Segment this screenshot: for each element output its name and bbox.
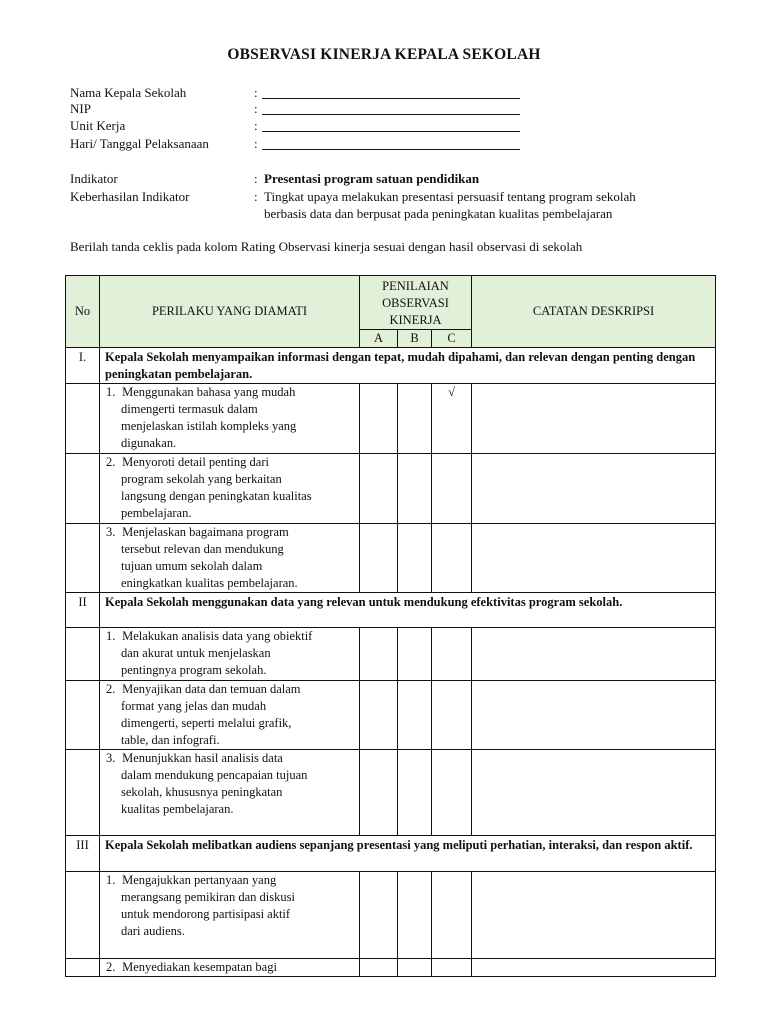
rating-c-cell[interactable] [432, 872, 472, 959]
rating-a-cell[interactable] [360, 681, 398, 750]
row-no-cell [66, 524, 100, 593]
item-text-line: menjelaskan istilah kompleks yang [121, 419, 297, 433]
fill-in-line[interactable] [262, 149, 520, 150]
item-text-line: Menyediakan kesempatan bagi [122, 960, 277, 974]
item-text-line: digunakan. [121, 436, 177, 450]
header-penilaian-line1: PENILAIAN [382, 279, 449, 293]
item-text-line: Melakukan analisis data yang obiektif [122, 629, 313, 643]
item-text-line: Menggunakan bahasa yang mudah [122, 385, 296, 399]
rating-c-cell[interactable] [432, 524, 472, 593]
catatan-cell[interactable] [472, 524, 716, 593]
item-text-line: format yang jelas dan mudah [121, 699, 267, 713]
section-row [66, 593, 716, 628]
indikator-label: Indikator [70, 171, 118, 186]
item-text-line: untuk mendorong partisipasi aktif [121, 907, 291, 921]
rating-c-cell[interactable] [432, 454, 472, 524]
item-text-line: langsung dengan peningkatan kualitas [121, 489, 312, 503]
item-text-line: table, dan infografi. [121, 733, 220, 747]
item-number: 3. [106, 525, 116, 539]
rating-b-cell[interactable] [398, 750, 432, 836]
section-number: I. [66, 348, 100, 384]
keberhasilan-colon: : [254, 189, 258, 204]
catatan-cell[interactable] [472, 750, 716, 836]
header-row [66, 276, 716, 330]
observation-table [65, 275, 716, 977]
item-text-line: program sekolah yang berkaitan [121, 472, 282, 486]
page-title: OBSERVASI KINERJA KEPALA SEKOLAH [227, 46, 541, 63]
item-text-line: merangsang pemikiran dan diskusi [121, 890, 295, 904]
behavior-cell [100, 454, 360, 524]
table-row [66, 524, 716, 593]
indikator-row [70, 170, 720, 187]
section-title: Kepala Sekolah melibatkan audiens sepanjang presentasi yang meliputi perhatian, interaksi, dan respon aktif. [100, 836, 716, 872]
rating-b-cell[interactable] [398, 872, 432, 959]
catatan-cell[interactable] [472, 454, 716, 524]
indikator-value: Presentasi program satuan pendidikan [264, 171, 480, 186]
header-rating-a: A [360, 330, 398, 348]
fill-in-line[interactable] [262, 98, 520, 99]
rating-c-cell[interactable]: √ [432, 384, 472, 454]
rating-a-cell[interactable] [360, 872, 398, 959]
table-row [66, 959, 716, 977]
rating-c-cell[interactable] [432, 750, 472, 836]
rating-a-cell[interactable] [360, 750, 398, 836]
field-colon: : [254, 118, 258, 133]
header-perilaku: PERILAKU YANG DIAMATI [100, 276, 360, 348]
rating-a-cell[interactable] [360, 959, 398, 977]
header-rating-c: C [432, 330, 472, 348]
row-no-cell [66, 681, 100, 750]
section-title: Kepala Sekolah menyampaikan informasi dengan tepat, mudah dipahami, dan relevan dengan penting dengan peningkatan pembelajaran. [100, 348, 716, 384]
field-label: Nama Kepala Sekolah [70, 85, 187, 100]
keberhasilan-label: Keberhasilan Indikator [70, 189, 190, 204]
item-text-line: Menjelaskan bagaimana program [122, 525, 289, 539]
rating-a-cell[interactable] [360, 524, 398, 593]
item-text-line: sekolah, khususnya peningkatan [121, 785, 283, 799]
item-text-line: Menyoroti detail penting dari [122, 455, 269, 469]
behavior-cell [100, 628, 360, 681]
catatan-cell[interactable] [472, 628, 716, 681]
table-row [66, 681, 716, 750]
catatan-cell[interactable] [472, 384, 716, 454]
item-text-line: dalam mendukung pencapaian tujuan [121, 768, 308, 782]
field-colon: : [254, 85, 258, 100]
indikator-colon: : [254, 171, 258, 186]
table-row [66, 384, 716, 454]
item-number: 2. [106, 682, 116, 696]
rating-a-cell[interactable] [360, 454, 398, 524]
item-text-line: Menyajikan data dan temuan dalam [122, 682, 301, 696]
fill-in-line[interactable] [262, 114, 520, 115]
behavior-cell [100, 750, 360, 836]
item-number: 2. [106, 960, 116, 974]
item-text-line: dan akurat untuk menjelaskan [121, 646, 271, 660]
catatan-cell[interactable] [472, 872, 716, 959]
field-label: Hari/ Tanggal Pelaksanaan [70, 136, 209, 151]
row-no-cell [66, 750, 100, 836]
rating-b-cell[interactable] [398, 959, 432, 977]
item-number: 1. [106, 385, 116, 399]
row-no-cell [66, 872, 100, 959]
rating-b-cell[interactable] [398, 681, 432, 750]
catatan-cell[interactable] [472, 959, 716, 977]
header-catatan: CATATAN DESKRIPSI [472, 276, 716, 348]
row-no-cell [66, 384, 100, 454]
header-penilaian [360, 276, 472, 330]
table-row [66, 750, 716, 836]
rating-a-cell[interactable] [360, 384, 398, 454]
rating-b-cell[interactable] [398, 628, 432, 681]
item-number: 2. [106, 455, 116, 469]
section-row [66, 348, 716, 384]
item-text-line: kualitas pembelajaran. [121, 802, 234, 816]
item-text-line: eningkatkan kualitas pembelajaran. [121, 576, 298, 590]
item-text-line: Menunjukkan hasil analisis data [122, 751, 283, 765]
instruction-text: Berilah tanda ceklis pada kolom Rating Observasi kinerja sesuai dengan hasil observasi di sekolah [70, 239, 583, 254]
item-text-line: tujuan umum sekolah dalam [121, 559, 263, 573]
rating-c-cell[interactable] [432, 959, 472, 977]
keberhasilan-value-line2: berbasis data dan berpusat pada peningkatan kualitas pembelajaran [264, 206, 613, 221]
field-label: NIP [70, 101, 91, 116]
item-text-line: dimengerti, seperti melalui grafik, [121, 716, 292, 730]
rating-c-cell[interactable] [432, 681, 472, 750]
table-row [66, 628, 716, 681]
rating-b-cell[interactable] [398, 454, 432, 524]
row-no-cell [66, 628, 100, 681]
row-no-cell [66, 454, 100, 524]
behavior-cell [100, 524, 360, 593]
rating-c-cell[interactable] [432, 628, 472, 681]
section-number: III [66, 836, 100, 872]
behavior-cell [100, 681, 360, 750]
item-number: 1. [106, 873, 116, 887]
field-colon: : [254, 101, 258, 116]
item-text-line: pentingnya program sekolah. [121, 663, 267, 677]
item-number: 3. [106, 751, 116, 765]
table-row [66, 872, 716, 959]
item-text-line: Mengajukkan pertanyaan yang [122, 873, 277, 887]
behavior-cell [100, 872, 360, 959]
keberhasilan-value-line1: Tingkat upaya melakukan presentasi persuasif tentang program sekolah [264, 189, 636, 204]
item-text-line: dimengerti termasuk dalam [121, 402, 258, 416]
header-rating-b: B [398, 330, 432, 348]
rating-a-cell[interactable] [360, 628, 398, 681]
header-no: No [66, 276, 100, 348]
header-penilaian-line2: OBSERVASI [382, 296, 449, 310]
section-title: Kepala Sekolah menggunakan data yang relevan untuk mendukung efektivitas program sekolah. [100, 593, 716, 628]
row-no-cell [66, 959, 100, 977]
section-number: II [66, 593, 100, 628]
behavior-cell [100, 384, 360, 454]
rating-b-cell[interactable] [398, 524, 432, 593]
rating-b-cell[interactable] [398, 384, 432, 454]
section-row [66, 836, 716, 872]
item-number: 1. [106, 629, 116, 643]
table-row [66, 454, 716, 524]
fill-in-line[interactable] [262, 131, 520, 132]
keberhasilan-row [70, 188, 720, 222]
item-text-line: dari audiens. [121, 924, 185, 938]
header-penilaian-line3: KINERJA [389, 313, 442, 327]
catatan-cell[interactable] [472, 681, 716, 750]
field-label: Unit Kerja [70, 118, 126, 133]
item-text-line: tersebut relevan dan mendukung [121, 542, 284, 556]
field-colon: : [254, 136, 258, 151]
behavior-cell [100, 959, 360, 977]
item-text-line: pembelajaran. [121, 506, 192, 520]
